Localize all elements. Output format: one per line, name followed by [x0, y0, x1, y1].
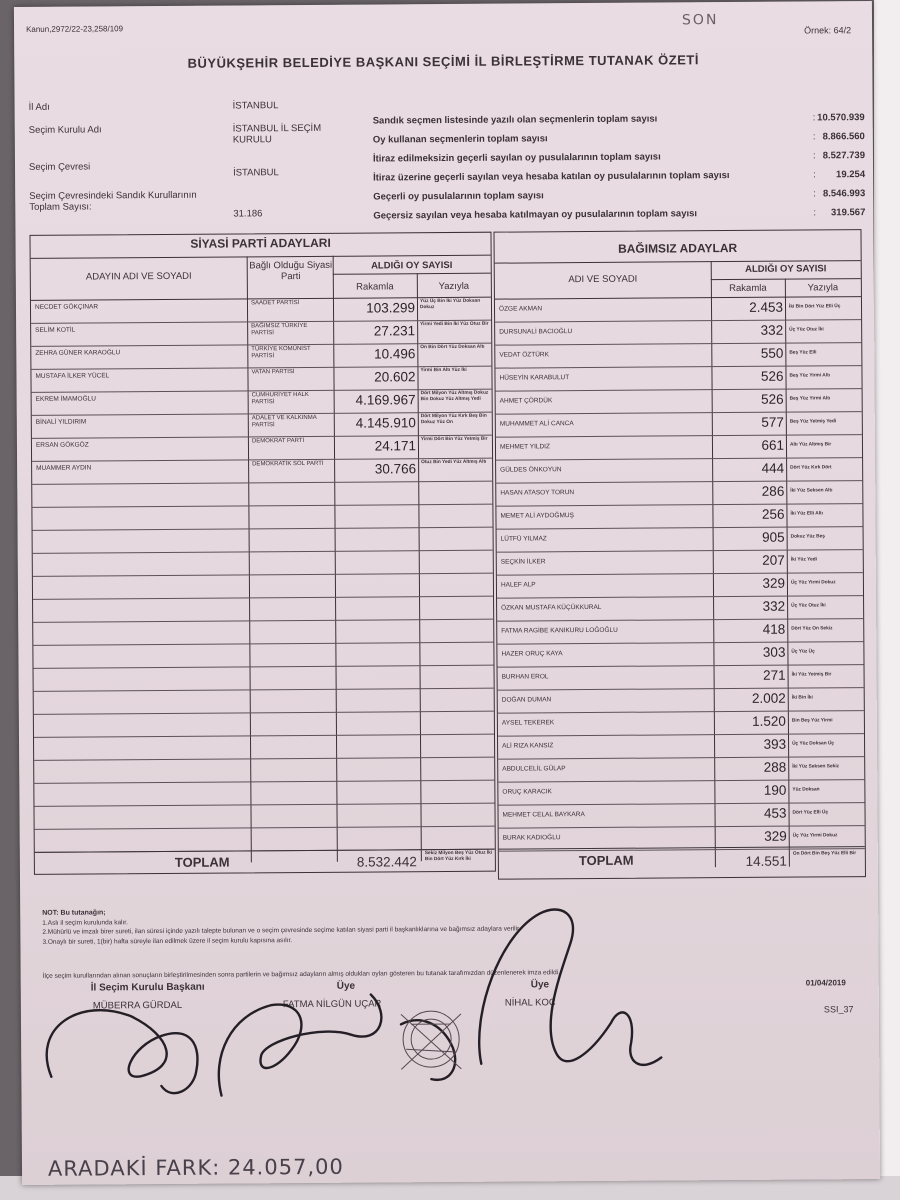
- vote-count-words: Yüz Üç Bin İki Yüz Doksan Dokuz: [419, 298, 481, 310]
- vote-count: 207: [762, 552, 785, 568]
- party-total-votes: 8.532.442: [356, 854, 417, 870]
- sandik-value: 31.186: [233, 208, 263, 220]
- vote-count: 4.145.910: [355, 415, 416, 431]
- party-name: BAĞIMSIZ TÜRKİYE PARTİSİ: [251, 322, 308, 337]
- vote-count: 30.766: [374, 461, 417, 477]
- rule: [333, 273, 491, 275]
- vote-count-words: Üç Yüz Doksan Üç: [792, 741, 835, 747]
- party-name: VATAN PARTİSİ: [251, 369, 295, 376]
- candidate-name: HÜSEYİN KARABULUT: [499, 374, 570, 382]
- vote-count-words: Dört Yüz Elli Üç: [792, 810, 829, 816]
- stat-value: 19.254: [835, 169, 866, 181]
- kurul-label: Seçim Kurulu Adı: [28, 124, 102, 136]
- stat-label: İtiraz üzerine geçerli sayılan veya hesaba katılan oy pusulalarının toplam sayısı: [373, 170, 730, 184]
- vote-count: 2.002: [751, 690, 786, 706]
- col-header-party: Bağlı Olduğu Siyasi Parti: [249, 259, 333, 283]
- vote-count-words: Yirmi Bin Altı Yüz İki: [420, 367, 467, 374]
- vote-count-words: Üç Yüz Otuz İki: [791, 603, 826, 609]
- candidate-name: SELİM KOTİL: [35, 326, 76, 334]
- candidate-name: BİNALİ YILDIRIM: [35, 418, 87, 426]
- vote-count-words: Yüz Doksan: [792, 787, 820, 793]
- col-header-words: Yazıyla: [438, 280, 470, 293]
- signatory-name: NİHAL KOÇ: [504, 997, 556, 1009]
- stat-colon: :: [812, 131, 816, 143]
- stat-label: Geçerli oy pusulalarının toplam sayısı: [373, 190, 544, 203]
- document-date: 01/04/2019: [805, 978, 846, 988]
- vote-count-words: İki Yüz Elli Altı: [790, 511, 824, 517]
- col-header-numeric: Rakamla: [729, 282, 767, 295]
- vote-count: 329: [764, 828, 787, 844]
- signature-stroke: [478, 909, 661, 1066]
- stat-value: 8.527.739: [822, 150, 865, 162]
- signatory-title: Üye: [530, 979, 550, 991]
- col-header-words: Yazıyla: [807, 282, 839, 294]
- vote-count-words: Beş Yüz Yirmi Altı: [789, 373, 831, 379]
- signature-stroke: [46, 1009, 197, 1094]
- vote-count: 418: [762, 621, 786, 637]
- table-row: [498, 802, 864, 828]
- vote-count-words: Üç Yüz Yirmi Dokuz: [790, 580, 836, 586]
- stat-value: 8.866.560: [822, 131, 865, 143]
- table-row: [496, 411, 862, 437]
- col-header-votes: ALDIĞI OY SAYISI: [371, 259, 453, 272]
- vote-count: 332: [760, 322, 784, 338]
- candidate-name: GÜLDES ÖNKOYUN: [500, 466, 562, 474]
- stat-colon: :: [813, 188, 816, 200]
- table-row: [495, 342, 861, 368]
- table-row: [495, 319, 861, 345]
- note-item: 3.Onaylı bir sureti, 1(bir) hafta süreyle ilan edilmek üzere il seçim kurulu kapısına asılır.: [42, 936, 293, 946]
- independent-total-votes: 14.551: [745, 853, 787, 869]
- candidate-name: AHMET ÇÖRDÜK: [499, 397, 553, 405]
- col-header-votes: ALDIĞI OY SAYISI: [745, 263, 827, 275]
- candidate-name: MUSTAFA İLKER YÜCEL: [35, 372, 110, 380]
- vote-count: 1.520: [752, 713, 786, 729]
- stat-colon: :: [813, 169, 816, 181]
- il-value: İSTANBUL: [232, 100, 279, 112]
- tutanak-document: [14, 1, 880, 1185]
- party-total-words: Sekiz Milyon Beş Yüz Otuz İki Bin Dört Yüz Kırk İki: [424, 850, 493, 862]
- candidate-name: MEHMET CELAL BAYKARA: [502, 811, 585, 819]
- son-handwritten-mark: SON: [681, 12, 719, 29]
- vote-count: 444: [761, 460, 785, 476]
- vote-count: 905: [762, 529, 785, 545]
- vote-count-words: Üç Yüz Yirmi Dokuz: [792, 833, 838, 839]
- signatory-title: Üye: [336, 980, 356, 992]
- sandik-label: Seçim Çevresindeki Sandık Kurullarının Toplam Sayısı:: [29, 189, 197, 213]
- note-item: 1.Aslı il seçim kurulunda kalır.: [42, 918, 128, 927]
- vote-count: 2.453: [749, 299, 784, 315]
- stat-label: Sandık seçmen listesinde yazılı olan seçmenlerin toplam sayısı: [372, 113, 658, 127]
- table-row: [497, 549, 863, 575]
- independent-total-words: On Dört Bin Beş Yüz Elli Bir: [792, 851, 857, 857]
- col-header-numeric: Rakamla: [356, 281, 394, 293]
- candidate-name: SEÇKİN İLKER: [500, 558, 546, 566]
- vote-count: 27.231: [373, 323, 416, 339]
- independent-section-title: BAĞIMSIZ ADAYLAR: [617, 240, 738, 256]
- table-row: [498, 710, 864, 736]
- table-row: [497, 526, 863, 552]
- kurul-value: İSTANBUL İL SEÇİM KURULU: [232, 122, 322, 146]
- rule: [31, 255, 491, 259]
- vote-count-words: On Bin Dört Yüz Doksan Altı: [420, 344, 485, 351]
- vote-count: 661: [761, 437, 785, 453]
- document-title: BÜYÜKŞEHİR BELEDİYE BAŞKANI SEÇİMİ İL BİRLEŞTİRME TUTANAK ÖZETİ: [187, 52, 699, 71]
- table-row: [498, 687, 864, 713]
- candidate-name: ÖZGE AKMAN: [498, 305, 543, 313]
- vote-count: 20.602: [374, 369, 416, 385]
- il-label: İl Adı: [28, 101, 50, 113]
- vote-count-words: Beş Yüz Elli: [789, 350, 817, 356]
- vote-count-words: İki Yüz Yedi: [790, 557, 818, 563]
- candidate-name: ABDULCELİL GÜLAP: [502, 765, 566, 773]
- candidate-name: EKREM İMAMOĞLU: [35, 395, 96, 403]
- candidate-name: FATMA RAGİBE KANIKURU LOĞOĞLU: [501, 626, 618, 635]
- vote-count-words: İki Bin Dört Yüz Elli Üç: [788, 304, 841, 310]
- vote-count-words: Bin Beş Yüz Yirmi: [791, 718, 833, 724]
- stat-colon: :: [812, 150, 816, 162]
- table-row: [498, 756, 864, 782]
- signatures-drawing: [20, 871, 880, 1177]
- table-row: [496, 457, 862, 483]
- candidate-name: MUHAMMET ALİ CANCA: [499, 420, 574, 428]
- stat-value: 10.570.939: [817, 112, 865, 124]
- footer-statement: İlçe seçim kurullarından alınan sonuçların birleştirilmesinden sonra partilerin ve bağımsız adayların almış oldukları oyları gösteren bu tutanak tarafımızdan düzenlenerek imza edildi.: [42, 969, 561, 980]
- vote-count-words: İki Yüz Seksen Altı: [790, 488, 833, 494]
- cevre-value: İSTANBUL: [233, 167, 279, 179]
- vote-count-words: İki Yüz Seksen Sekiz: [792, 764, 840, 770]
- stamp-mark: [401, 1011, 461, 1069]
- independent-rows: [495, 296, 861, 844]
- table-row: [498, 733, 864, 759]
- vote-count: 10.496: [373, 346, 416, 362]
- candidate-name: MUAMMER AYDIN: [36, 464, 92, 472]
- table-row: [496, 503, 862, 529]
- vote-count: 103.299: [366, 300, 416, 316]
- party-total-label: TOPLAM: [174, 854, 230, 870]
- candidate-name: ERSAN GÖKGÖZ: [35, 441, 89, 449]
- notes-title: NOT: Bu tutanağın;: [42, 909, 106, 917]
- vote-count: 577: [761, 414, 784, 430]
- party-name: TÜRKİYE KOMÜNİST PARTİSİ: [251, 345, 311, 360]
- candidate-name: AYSEL TEKEREK: [501, 719, 555, 727]
- candidate-name: HAZER ORUÇ KAYA: [501, 650, 563, 658]
- vote-count-words: Üç Yüz Üç: [791, 649, 815, 655]
- independent-total-label: TOPLAM: [578, 852, 634, 869]
- table-row: [495, 365, 861, 391]
- stat-value: 8.546.993: [822, 188, 866, 200]
- stat-colon: :: [813, 207, 817, 219]
- vote-count-words: Üç Yüz Otuz İki: [789, 327, 824, 333]
- candidate-name: BURAK KADIOĞLU: [502, 834, 561, 842]
- vote-count: 550: [760, 345, 784, 361]
- table-row: [497, 572, 863, 598]
- party-name: ADALET VE KALKINMA PARTİSİ: [251, 414, 317, 429]
- vote-count: 4.169.967: [355, 392, 416, 408]
- table-row: [497, 641, 863, 667]
- col-header-name: ADAYIN ADI VE SOYADI: [85, 270, 192, 283]
- party-name: SAADET PARTİSİ: [250, 300, 300, 307]
- vote-count: 190: [763, 782, 787, 798]
- stat-label: İtiraz edilmeksizin geçerli sayılan oy pusulalarının toplam sayısı: [372, 151, 661, 165]
- vote-count: 271: [762, 667, 786, 683]
- party-candidates-table: [29, 232, 495, 875]
- table-row: [498, 664, 864, 690]
- party-name: DEMOKRATİK SOL PARTİ: [252, 460, 324, 468]
- vote-count-words: İki Bin İki: [791, 695, 813, 701]
- vote-count-words: Beş Yüz Yetmiş Yedi: [789, 419, 837, 425]
- candidate-name: LÜTFÜ YILMAZ: [500, 535, 547, 543]
- candidate-name: VEDAT ÖZTÜRK: [499, 351, 549, 359]
- candidate-name: HASAN ATASOY TORUN: [500, 489, 575, 497]
- vote-count: 453: [763, 805, 787, 821]
- candidate-name: HALEF ALP: [500, 581, 536, 589]
- vote-count-words: Beş Yüz Yirmi Altı: [789, 396, 831, 402]
- cevre-label: Seçim Çevresi: [28, 161, 91, 173]
- vote-count: 24.171: [374, 438, 417, 454]
- vote-count-words: Dört Yüz Kırk Dört: [790, 465, 832, 471]
- vote-count: 329: [762, 575, 785, 591]
- independent-candidates-table: [493, 229, 866, 880]
- candidate-name: ALİ RIZA KANSIZ: [502, 742, 554, 750]
- table-row: [497, 595, 863, 621]
- vote-count-words: Dokuz Yüz Beş: [790, 534, 825, 540]
- candidate-name: MEHMET YILDIZ: [499, 443, 550, 451]
- vote-count-words: Dört Yüz On Sekiz: [791, 626, 833, 632]
- note-item: 2.Mühürlü ve imzalı birer sureti, ilan süresi içinde yazılı talepte bulunan ve o seçim çevresinde seçime katılan siyasi parti il başkanlıklarına ve bağımsız adaylara verilir.: [42, 925, 521, 936]
- vote-count-words: Yirmi Dört Bin Yüz Yetmiş Bir: [420, 436, 488, 443]
- signatory-name: FATMA NİLGÜN UÇAR: [282, 998, 382, 1011]
- signatory-name: MÜBERRA GÜRDAL: [92, 999, 183, 1012]
- handwritten-difference-note: ARADAKİ FARK: 24.057,00: [47, 1154, 344, 1181]
- candidate-name: ORUÇ KARACIK: [502, 788, 552, 796]
- party-section-title: SİYASİ PARTİ ADAYLARI: [190, 235, 331, 251]
- signature-stroke: [218, 994, 382, 1095]
- vote-count: 526: [760, 368, 784, 384]
- vote-count: 303: [762, 644, 786, 660]
- table-row: [496, 434, 862, 460]
- candidate-name: NECDET GÖKÇINAR: [34, 303, 99, 311]
- form-number: Örnek: 64/2: [804, 25, 852, 36]
- table-row: [497, 618, 863, 644]
- table-row: [498, 779, 864, 805]
- party-rows: [31, 297, 491, 477]
- table-row: [495, 296, 861, 322]
- candidate-name: ZEHRA GÜNER KARAOĞLU: [35, 349, 121, 357]
- candidate-name: ÖZKAN MUSTAFA KÜÇÜKKURAL: [501, 603, 602, 612]
- vote-count: 526: [761, 391, 784, 407]
- vote-count: 286: [761, 483, 785, 499]
- table-row: [496, 480, 862, 506]
- vote-count-words: Altı Yüz Altmış Bir: [789, 442, 832, 448]
- signatory-title: İl Seçim Kurulu Başkanı: [90, 981, 205, 994]
- vote-count-words: İki Yüz Yetmiş Bir: [791, 672, 832, 678]
- vote-count-words: Otuz Bin Yedi Yüz Altmış Altı: [421, 459, 487, 466]
- party-name: CUMHURİYET HALK PARTİSİ: [251, 391, 309, 406]
- form-code: SSI_37: [823, 1004, 854, 1015]
- stat-colon: :: [812, 112, 816, 124]
- vote-count: 393: [763, 736, 787, 752]
- vote-count-words: Yirmi Yedi Bin İki Yüz Otuz Bir: [420, 321, 489, 328]
- vote-count: 288: [763, 759, 787, 775]
- party-name: DEMOKRAT PARTİ: [251, 437, 305, 445]
- candidate-name: DURSUNALİ BACIOĞLU: [499, 328, 573, 336]
- stat-value: 319.567: [830, 207, 866, 219]
- vote-count-words: Dört Milyon Yüz Kırk Beş Bin Dokuz Yüz On: [420, 413, 487, 425]
- vote-count-words: Dört Milyon Yüz Altmış Dokuz Bin Dokuz Yüz Altmış Yedi: [420, 390, 489, 402]
- vote-count: 332: [762, 598, 786, 614]
- stat-label: Oy kullanan seçmenlerin toplam sayısı: [372, 133, 548, 146]
- candidate-name: BURHAN EROL: [501, 673, 549, 681]
- table-row: [496, 388, 862, 414]
- vote-count: 256: [761, 506, 785, 522]
- col-header-name: ADI VE SOYADI: [568, 273, 638, 286]
- stat-label: Geçersiz sayılan veya hesaba katılmayan oy pusulalarının toplam sayısı: [373, 208, 698, 222]
- candidate-name: DOĞAN DUMAN: [501, 696, 552, 704]
- candidate-name: MEMET ALİ AYDOĞMUŞ: [500, 512, 574, 520]
- law-reference: Kanun,2972/22-23,258/109: [26, 24, 124, 34]
